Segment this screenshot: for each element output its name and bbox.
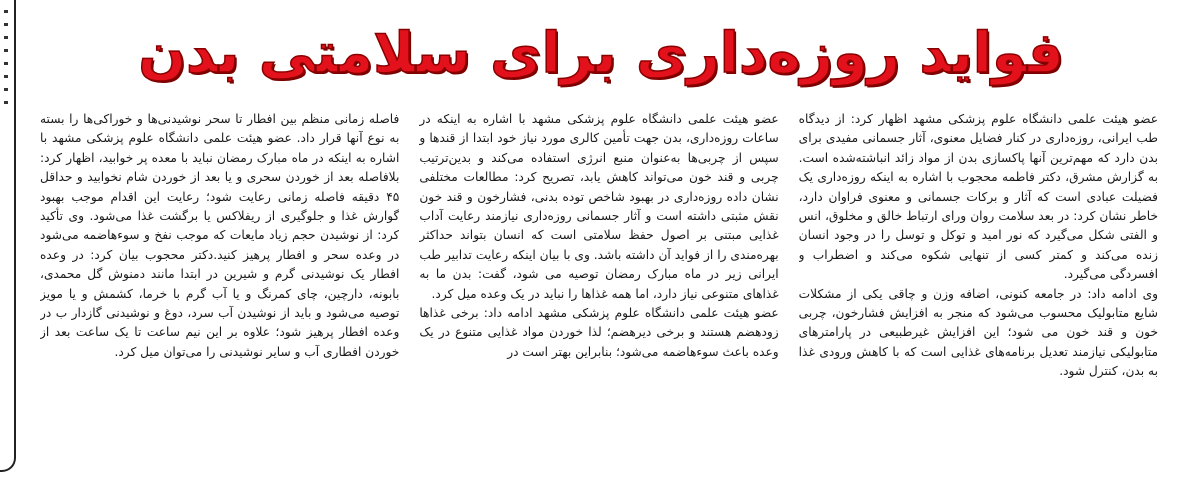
- article-column-1: [799, 110, 1158, 470]
- article-column-2: [419, 110, 778, 470]
- paragraph: وی ادامه داد: در جامعه کنونی، اضافه وزن و چاقی یکی از مشکلات شایع متابولیک محسوب می‌شود که منجر به افزایش فشارخون، چربی خون و قند خون می شود؛ این افزایش غیرطبیعی در پارامترهای متابولیکی نیازمند تعدیل برنامه‌های غذایی است که با کاهش ورودی غذا به بدن، کنترل شود.: [798, 286, 1158, 379]
- paragraph: فاصله زمانی منظم بین افطار تا سحر نوشیدنی‌ها و خوراکی‌ها را بسته به نوع آنها قرار داد. عضو هیئت علمی دانشگاه علوم پزشکی مشهد با اشاره به اینکه در ماه مبارک رمضان نباید با معده پر خوابید، اظهار کرد: بلافاصله بعد از خوردن سحری و یا بعد از خوردن شام نخوابید و حداقل ۴۵ دقیقه فاصله زمانی رعایت شود؛ رعایت این اقدام موجب بهبود گوارش غذا و جلوگیری از ریفلاکس یا برگشت غذا می‌شود. وی تأکید کرد: از نوشیدن حجم زیاد مایعات که موجب نفخ و سوءهاضمه می‌شود در وعده سحر و افطار پرهیز کنید.دکتر محجوب بیان کرد: در وعده افطار یک نوشیدنی گرم و شیرین در ابتدا مانند دمنوش گل محمدی، بابونه، دارچین، چای کمرنگ و یا آب گرم با خرما، کشمش و یا مویز توصیه می‌شود و باید از نوشیدن آب سرد، دوغ و نوشیدنی گازدار ب در وعده افطار پرهیز شود؛ علاوه بر این نیم ساعت تا یک ساعت بعد از خوردن افطاری آب و سایر نوشیدنی را می‌توان میل کرد.: [40, 112, 400, 359]
- paragraph: عضو هیئت علمی دانشگاه علوم پزشکی مشهد با اشاره به اینکه در ساعات روزه‌داری، بدن جهت تأمین کالری مورد نیاز خود ابتدا از قندها و سپس از چربی‌ها به‌عنوان منبع انرژی استفاده می‌کند و بدین‌ترتیب چربی و قند خون می‌تواند کاهش یابد، تصریح کرد: مطالعات مختلفی نشان داده روزه‌داری در بهبود شاخص توده بدنی، فشارخون و قند خون نقش مثبتی داشته است و آثار جسمانی روزه‌داری نیازمند رعایت آداب غذایی مبتنی بر اصول حفظ سلامتی است که انسان بتواند حداکثر بهره‌مندی را از فواید آن داشته باشد. وی با بیان اینکه رعایت تدابیر طب ایرانی زیر در ماه مبارک رمضان توصیه می شود، گفت: بدن ما به غذاهای متنوعی نیاز دارد، اما همه غذاها را نباید در یک وعده میل کرد.: [419, 112, 779, 301]
- paragraph: عضو هیئت علمی دانشگاه علوم پزشکی مشهد اظهار کرد: از دیدگاه طب ایرانی، روزه‌داری در کنار فضایل معنوی، آثار جسمانی مفیدی برای بدن دارد که مهم‌ترین آنها پاکسازی بدن از مواد زائد انباشته‌شده است. به گزارش مشرق، دکتر فاطمه محجوب با اشاره به اینکه روزه‌داری یک فضیلت عبادی است که آثار و برکات جسمانی و معنوی فراوان دارد، خاطر نشان کرد: در بعد سلامت روان ورای ارتباط خالق و مخلوق، انس و الفتی شکل می‌گیرد که نور امید و توکل و توسل را در وجود انسان زنده می‌کند و کمتر کسی از تنهایی شکوه می‌کند و اضطراب و افسردگی می‌گیرد.: [798, 112, 1158, 282]
- article-body: [40, 110, 1158, 470]
- article-headline: فواید روزه‌داری برای سلامتی بدن: [138, 21, 1064, 86]
- paragraph: عضو هیئت علمی دانشگاه علوم پزشکی مشهد ادامه داد: برخی غذاها زودهضم هستند و برخی دیرهضم؛ لذا خوردن مواد غذایی متنوع در یک وعده باعث سوءهاضمه می‌شود؛ بنابراین بهتر است در: [419, 306, 779, 359]
- adjacent-column-edge: [0, 0, 16, 472]
- article-column-3: [40, 110, 399, 470]
